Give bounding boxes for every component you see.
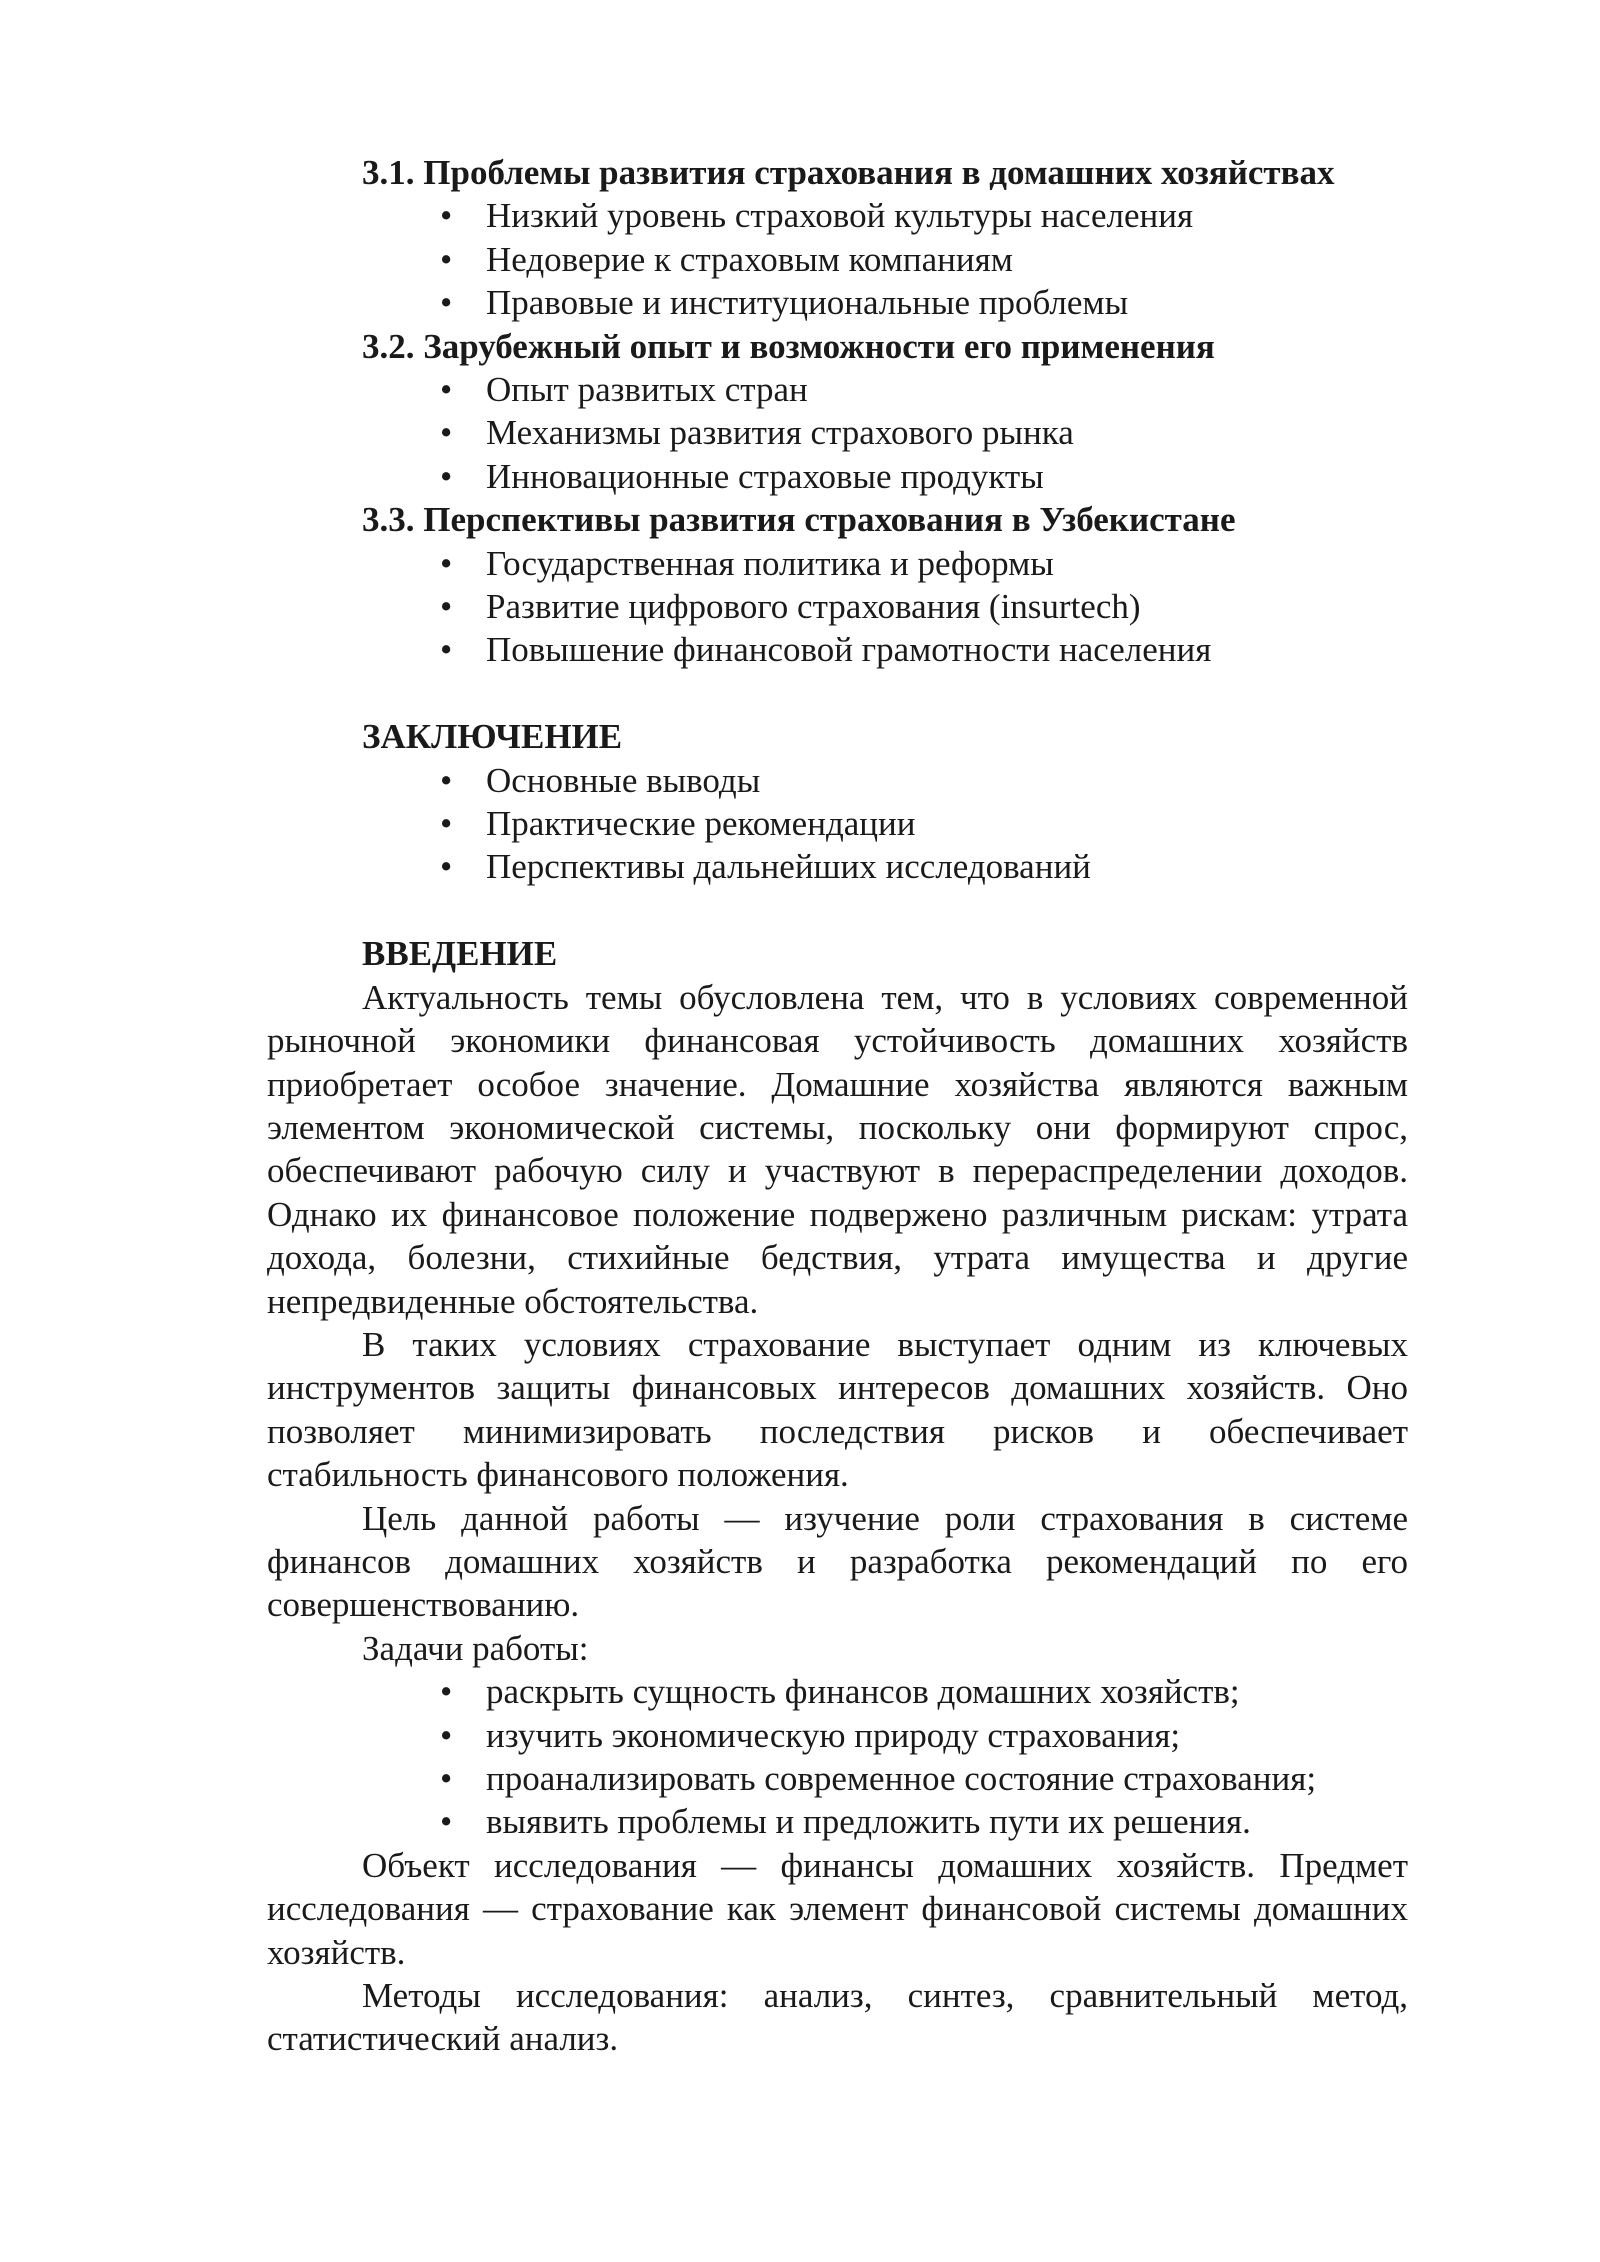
bullet-icon: • [440, 370, 453, 410]
blank-line [267, 889, 1408, 932]
bullet-list [267, 759, 1408, 889]
bullet-icon: • [440, 1759, 453, 1798]
bullet-list [267, 194, 1408, 324]
list-item-text: раскрыть сущность финансов домашних хозяйств; [486, 1672, 1240, 1712]
list-item [267, 281, 1408, 324]
list-item-text: Государственная политика и реформы [486, 543, 1054, 583]
blank-line [267, 672, 1408, 715]
introduction-heading: ВВЕДЕНИЕ [362, 934, 558, 974]
section-heading: 3.2. Зарубежный опыт и возможности его применения [362, 326, 1215, 366]
list-item [267, 1800, 1408, 1843]
bullet-icon: • [440, 1802, 453, 1842]
bullet-icon: • [440, 413, 453, 453]
conclusion-heading: ЗАКЛЮЧЕНИЕ [362, 717, 623, 757]
methods-paragraph: Методы исследования: анализ, синтез, сравнительный метод, статистический анализ. [267, 1976, 1408, 2059]
list-item-text: Инновационные страховые продукты [486, 456, 1044, 496]
list-item [267, 542, 1408, 585]
intro-paragraph: В таких условиях страхование выступает одним из ключевых инструментов защиты финансовых интересов домашних хозяйств. Оно позволяет минимизировать последствия рисков и обеспечивает стабильность финансового положения. [267, 1324, 1408, 1495]
list-item-text: Механизмы развития страхового рынка [486, 413, 1074, 453]
bullet-icon: • [440, 587, 453, 627]
bullet-icon: • [440, 196, 453, 236]
list-item-text: Правовые и институциональные проблемы [486, 283, 1129, 323]
list-item [267, 368, 1408, 411]
bullet-icon: • [440, 760, 453, 800]
list-item-text: выявить проблемы и предложить пути их решения. [486, 1802, 1251, 1842]
list-item [267, 1714, 1408, 1757]
list-item [267, 1670, 1408, 1713]
bullet-icon: • [440, 1672, 453, 1712]
bullet-icon: • [440, 630, 453, 670]
list-item [267, 628, 1408, 671]
tasks-label: Задачи работы: [362, 1628, 589, 1668]
list-item-text: Развитие цифрового страхования (insurtech) [486, 587, 1141, 627]
bullet-icon: • [440, 543, 453, 583]
bullet-list [267, 368, 1408, 498]
document-page [267, 151, 1408, 2061]
intro-paragraph: Цель данной работы — изучение роли страхования в системе финансов домашних хозяйств и разработка рекомендаций по его совершенствованию. [267, 1498, 1408, 1625]
bullet-icon: • [440, 456, 453, 496]
list-item [267, 585, 1408, 628]
list-item-text: проанализировать современное состояние страхования; [486, 1759, 1317, 1798]
list-item-text: Недоверие к страховым компаниям [486, 239, 1013, 279]
list-item [267, 1757, 1408, 1800]
list-item [267, 802, 1408, 845]
object-paragraph: Объект исследования — финансы домашних хозяйств. Предмет исследования — страхование как элемент финансовой системы домашних хозяйств. [267, 1845, 1408, 1972]
list-item [267, 194, 1408, 237]
list-item [267, 411, 1408, 454]
list-item-text: Основные выводы [486, 760, 761, 800]
list-item [267, 238, 1408, 281]
list-item-text: Повышение финансовой грамотности населения [486, 630, 1212, 670]
tasks-list [267, 1670, 1408, 1844]
bullet-icon: • [440, 847, 453, 887]
list-item-text: Низкий уровень страховой культуры населения [486, 196, 1194, 236]
list-item [267, 455, 1408, 498]
list-item-text: изучить экономическую природу страхования; [486, 1715, 1181, 1755]
section-heading: 3.3. Перспективы развития страхования в Узбекистане [362, 500, 1236, 540]
section-heading: 3.1. Проблемы развития страхования в домашних хозяйствах [362, 153, 1335, 192]
bullet-icon: • [440, 804, 453, 844]
bullet-icon: • [440, 283, 453, 323]
list-item [267, 759, 1408, 802]
bullet-icon: • [440, 239, 453, 279]
list-item-text: Практические рекомендации [486, 804, 916, 844]
bullet-list [267, 542, 1408, 672]
bullet-icon: • [440, 1715, 453, 1755]
list-item [267, 845, 1408, 888]
list-item-text: Опыт развитых стран [486, 370, 808, 410]
list-item-text: Перспективы дальнейших исследований [486, 847, 1091, 887]
intro-paragraph: Актуальность темы обусловлена тем, что в условиях современной рыночной экономики финансовая устойчивость домашних хозяйств приобретает особое значение. Домашние хозяйства являются важным элементом экономической системы, поскольку они формируют спрос, обеспечивают рабочую силу и участвуют в перераспределении доходов. Однако их финансовое положение подвержено различным рискам: утрата дохода, болезни, стихийные бедствия, утрата имущества и другие непредвиденные обстоятельства. [267, 977, 1408, 1321]
